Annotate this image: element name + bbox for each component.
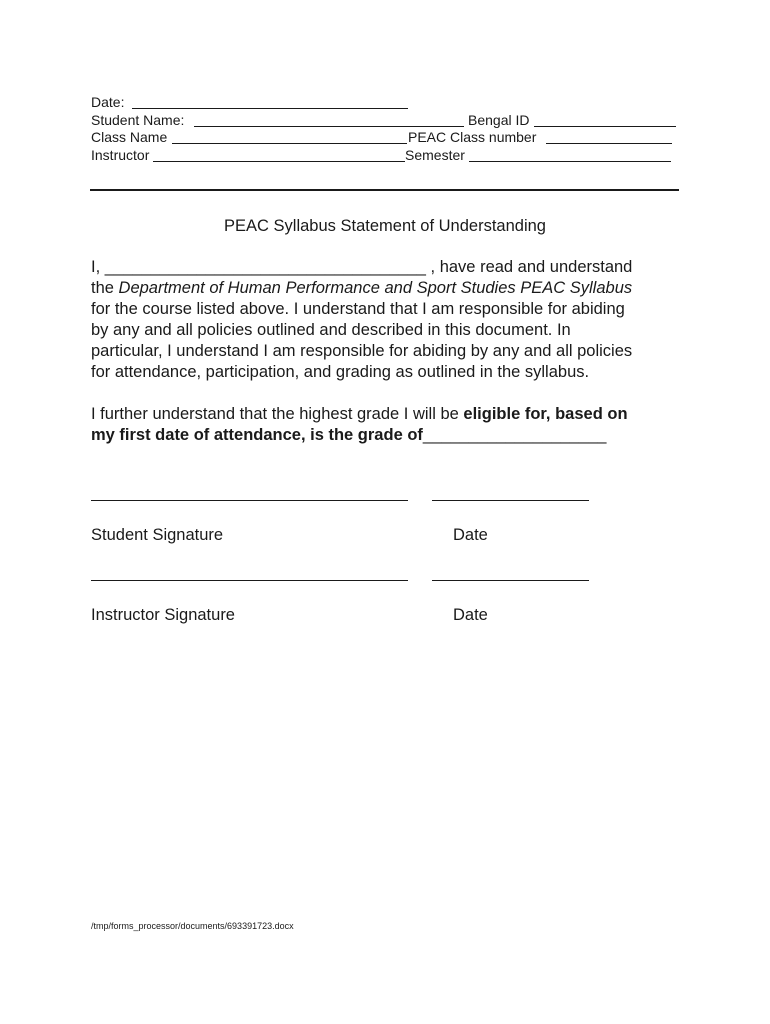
syllabus-title: Department of Human Performance and Sport Studies PEAC Syllabus: [118, 279, 633, 297]
date-label: Date:: [91, 94, 125, 110]
semester-field[interactable]: [469, 161, 671, 162]
statement-i: I,: [91, 258, 105, 276]
grade-line-1: I further understand that the highest grade I will be eligible for, based on: [91, 405, 628, 423]
instructor-field[interactable]: [153, 161, 405, 162]
header-divider: [90, 189, 679, 191]
student-signature-line[interactable]: [91, 500, 408, 501]
statement-line-4: by any and all policies outlined and described in this document. In: [91, 321, 571, 339]
class-name-label: Class Name: [91, 129, 168, 145]
student-date-label: Date: [453, 526, 488, 544]
peac-class-number-field[interactable]: [546, 143, 672, 144]
student-name-field[interactable]: [194, 126, 464, 127]
instructor-date-label: Date: [453, 606, 488, 624]
student-signature-label: Student Signature: [91, 526, 224, 544]
student-name-label: Student Name:: [91, 112, 185, 128]
grade-blank[interactable]: ____________________: [422, 426, 607, 444]
name-blank[interactable]: ___________________________________: [104, 258, 426, 276]
file-path-footer: /tmp/forms_processor/documents/693391723.docx: [91, 921, 294, 931]
statement-line-3: for the course listed above. I understand that I am responsible for abiding: [91, 300, 625, 318]
semester-label: Semester: [405, 147, 465, 163]
grade-line-2: my first date of attendance, is the grade of____________________: [91, 426, 607, 444]
peac-class-number-label: PEAC Class number: [408, 129, 537, 145]
date-field[interactable]: [132, 108, 408, 109]
statement-line-6: for attendance, participation, and grading as outlined in the syllabus.: [91, 363, 590, 381]
class-name-field[interactable]: [172, 143, 407, 144]
instructor-signature-label: Instructor Signature: [91, 606, 235, 624]
statement-line-2: the Department of Human Performance and Sport Studies PEAC Syllabus: [91, 279, 633, 297]
statement-line-1: [91, 257, 632, 278]
document-title: PEAC Syllabus Statement of Understanding: [224, 217, 546, 235]
instructor-date-line[interactable]: [432, 580, 589, 581]
statement-read: , have read and understand: [425, 258, 633, 276]
bengal-id-label: Bengal ID: [468, 112, 530, 128]
statement-line-5: particular, I understand I am responsible for abiding by any and all policies: [91, 342, 633, 360]
student-date-line[interactable]: [432, 500, 589, 501]
bengal-id-field[interactable]: [534, 126, 676, 127]
instructor-label: Instructor: [91, 147, 150, 163]
instructor-signature-line[interactable]: [91, 580, 408, 581]
